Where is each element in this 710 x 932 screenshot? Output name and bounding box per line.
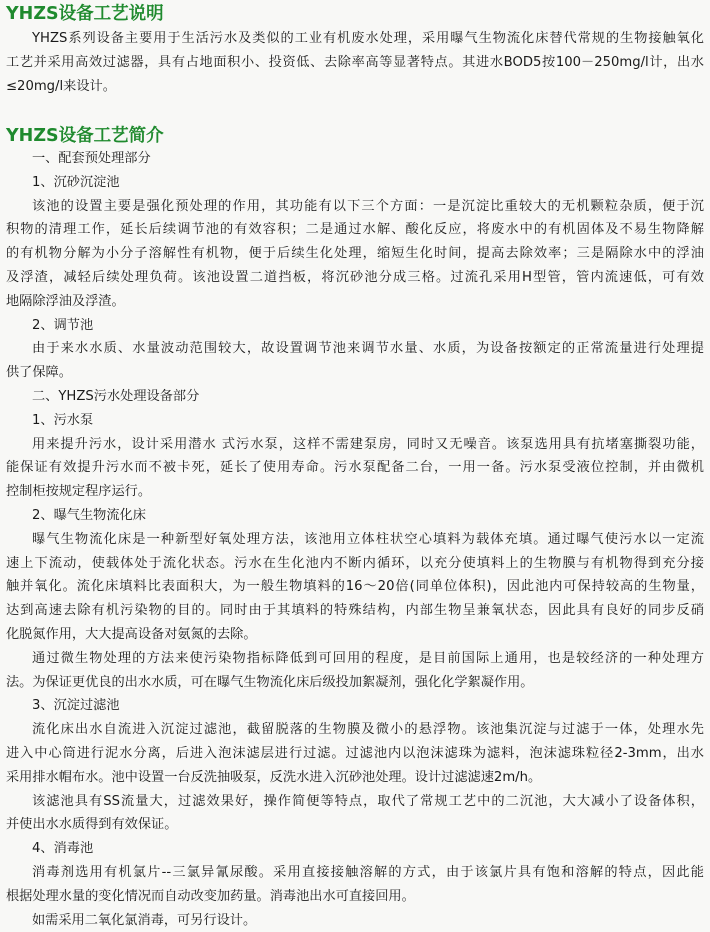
paragraph-line: 采用排水帽布水。池中设置一台反洗抽吸泵，反洗水进入沉砂池处理。设计过滤滤速2m/h。 [6, 766, 704, 790]
section-heading: 二、YHZS污水处理设备部分 [6, 385, 704, 409]
paragraph-line: 并使出水水质得到有效保证。 [6, 813, 704, 837]
section-heading: 一、配套预处理部分 [6, 147, 704, 171]
paragraph-line: 供了保障。 [6, 361, 704, 385]
paragraph-line: 流化床出水自流进入沉淀过滤池，截留脱落的生物膜及微小的悬浮物。该池集沉淀与过滤于一体，处理水先 [6, 718, 704, 742]
paragraph-line: 达到高速去除有机污染物的目的。同时由于其填料的特殊结构，内部生物呈兼氧状态，因此具有良好的同步反硝 [6, 599, 704, 623]
intro-line: YHZS系列设备主要用于生活污水及类似的工业有机废水处理，采用曝气生物流化床替代常规的生物接触氧化 [6, 27, 704, 51]
paragraph-line: 控制柜按规定程序运行。 [6, 480, 704, 504]
paragraph-line: 速上下流动，使载体处于流化状态。污水在生化池内不断内循环，以充分使填料上的生物膜与有机物得到充分接 [6, 552, 704, 576]
paragraph-line: 触并氧化。流化床填料比表面积大，为一般生物填料的16～20倍(同单位体积)，因此池内可保持较高的生物量， [6, 575, 704, 599]
paragraph-line: 的有机物分解为小分子溶解性有机物，便于后续生化处理，缩短生化时间，提高去除效率；三是隔除水中的浮油 [6, 242, 704, 266]
intro-line: ≤20mg/l来设计。 [6, 75, 704, 99]
paragraph-line: 能保证有效提升污水而不被卡死，延长了使用寿命。污水泵配备二台，一用一备。污水泵受液位控制，并由微机 [6, 456, 704, 480]
paragraph-line: 积物的清理工作，延长后续调节池的有效容积；二是通过水解、酸化反应，将废水中的有机固体及不易生物降解 [6, 218, 704, 242]
paragraph-line: 用来提升污水，设计采用潜水 式污水泵，这样不需建泵房，同时又无噪音。该泵选用具有抗堵塞撕裂功能， [6, 433, 704, 457]
paragraph-line: 曝气生物流化床是一种新型好氧处理方法，该池用立体柱状空心填料为载体充填。通过曝气使污水以一定流 [6, 528, 704, 552]
section-heading: 3、沉淀过滤池 [6, 694, 704, 718]
brief-body [6, 147, 704, 932]
paragraph-line: 消毒剂选用有机氯片--三氯异氰尿酸。采用直接接触溶解的方式，由于该氯片具有饱和溶解的特点，因此能 [6, 861, 704, 885]
paragraph-line: 通过微生物处理的方法来使污染物指标降低到可回用的程度，是目前国际上通用，也是较经济的一种处理方 [6, 647, 704, 671]
brief-title: YHZS设备工艺简介 [6, 125, 164, 147]
intro-title: YHZS设备工艺说明 [6, 3, 164, 25]
paragraph-line: 进入中心筒进行泥水分离，后进入泡沫滤层进行过滤。过滤池内以泡沫滤珠为滤料，泡沫滤珠粒径2-3mm，出水 [6, 742, 704, 766]
section-heading: 4、消毒池 [6, 837, 704, 861]
section-heading: 1、污水泵 [6, 409, 704, 433]
paragraph-line: 法。为保证更优良的出水水质，可在曝气生物流化床后级投加絮凝剂，强化化学絮凝作用。 [6, 671, 704, 695]
intro-paragraph [6, 27, 704, 99]
intro-line: 工艺并采用高效过滤器，具有占地面积小、投资低、去除率高等显著特点。其进水BOD5按100－250mg/l计，出水 [6, 51, 704, 75]
paragraph-line: 根据处理水量的变化情况而自动改变加药量。消毒池出水可直接回用。 [6, 885, 704, 909]
paragraph-line: 该滤池具有SS流量大，过滤效果好，操作简便等特点，取代了常规工艺中的二沉池，大大减小了设备体积， [6, 790, 704, 814]
section-heading: 2、调节池 [6, 314, 704, 338]
paragraph-line: 该池的设置主要是强化预处理的作用，其功能有以下三个方面：一是沉淀比重较大的无机颗粒杂质，便于沉 [6, 195, 704, 219]
paragraph-line: 地隔除浮油及浮渣。 [6, 290, 704, 314]
paragraph-line: 由于来水水质、水量波动范围较大，故设置调节池来调节水量、水质，为设备按额定的正常流量进行处理提 [6, 337, 704, 361]
paragraph-line: 化脱氮作用，大大提高设备对氨氮的去除。 [6, 623, 704, 647]
paragraph-line: 及浮渣，减轻后续处理负荷。该池设置二道挡板，将沉砂池分成三格。过流孔采用H型管，管内流速低，可有效 [6, 266, 704, 290]
section-heading: 2、曝气生物流化床 [6, 504, 704, 528]
section-heading: 1、沉砂沉淀池 [6, 171, 704, 195]
paragraph-line: 如需采用二氧化氯消毒，可另行设计。 [6, 909, 704, 932]
